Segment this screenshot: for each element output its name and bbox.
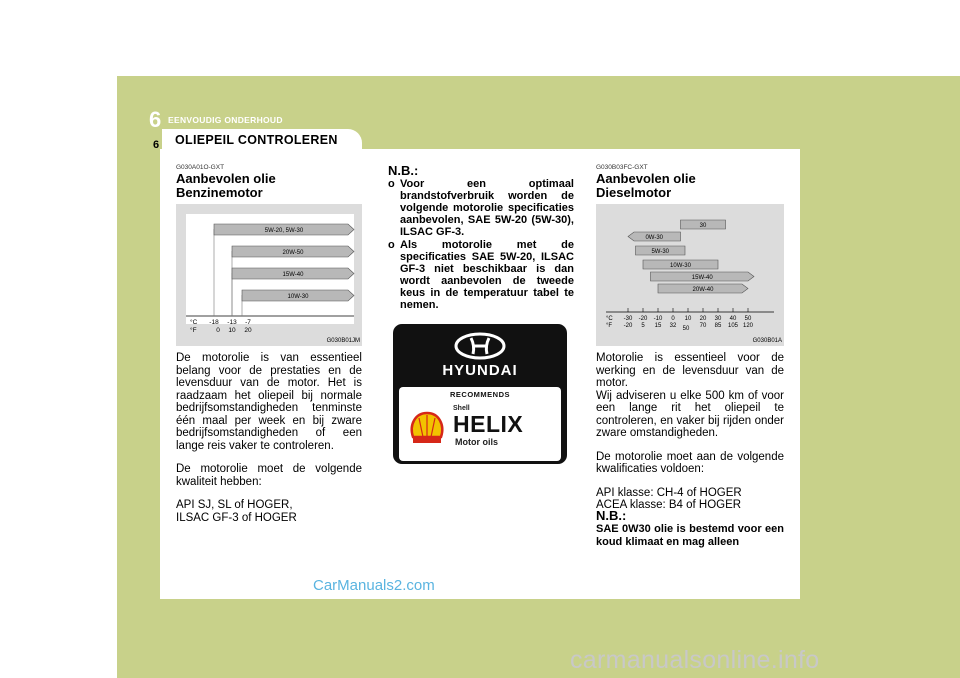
diesel-tick-c-2: -10	[653, 316, 663, 322]
diesel-tick-c-6: 30	[714, 316, 722, 322]
diesel-tick-c-3: 0	[671, 316, 675, 322]
right-nb-text: SAE 0W30 olie is bestemd voor een koud klimaat en mag alleen	[596, 523, 784, 548]
right-code: G030B03FC-GXT	[596, 164, 648, 171]
right-heading	[596, 172, 696, 200]
right-body-text	[596, 352, 784, 523]
diesel-bar-0-label: 30	[699, 223, 707, 229]
diesel-tick-f-5: 70	[699, 323, 707, 329]
diesel-tick-f-7: 105	[727, 323, 739, 329]
diesel-tick-c-5: 20	[699, 316, 707, 322]
chapter-number: 6	[149, 107, 162, 132]
petrol-tick-c-1: -13	[227, 319, 237, 326]
diesel-tick-c-7: 40	[729, 316, 737, 322]
diesel-bar-2-label: 5W-30	[651, 249, 670, 255]
diesel-tick-c-1: -20	[638, 316, 648, 322]
hyundai-shell-logo	[389, 320, 573, 468]
diesel-tick-f-3: 32	[669, 323, 677, 329]
right-para-1: Motorolie is essentieel voor de werking en de levensduur van de motor.	[596, 352, 784, 389]
petrol-bar-3-label: 10W-30	[287, 294, 309, 300]
left-heading-line1: Aanbevolen olie	[176, 171, 276, 186]
middle-nb-title: N.B.:	[388, 163, 419, 178]
left-para-3-line2: ILSAC GF-3 of HOGER	[176, 511, 297, 524]
right-para-3: De motorolie moet aan de volgende kwalificaties voldoen:	[596, 450, 784, 475]
shell-pecten-icon	[407, 409, 447, 449]
diesel-tick-f-4: 50	[682, 326, 690, 332]
left-heading	[176, 172, 276, 200]
diesel-unit-c: °C	[606, 316, 613, 322]
right-heading-line2: Dieselmotor	[596, 185, 672, 200]
petrol-oil-chart	[176, 204, 362, 346]
diesel-chart-svg	[596, 204, 784, 346]
left-para-3	[176, 499, 362, 524]
left-body-text	[176, 352, 362, 535]
right-para-4-line2: ACEA klasse: B4 of HOGER	[596, 499, 742, 511]
diesel-tick-f-0: -20	[623, 323, 633, 329]
diesel-tick-c-4: 10	[684, 316, 692, 322]
petrol-tick-c-2: -7	[245, 319, 251, 326]
logo-frame	[392, 323, 568, 465]
left-heading-line2: Benzinemotor	[176, 185, 263, 200]
left-para-2: De motorolie moet de volgende kwaliteit hebben:	[176, 463, 362, 488]
logo-recommends: RECOMMENDS	[449, 390, 510, 399]
logo-helix-text: HELIX	[453, 411, 524, 437]
petrol-bar-1-label: 20W-50	[282, 250, 304, 256]
petrol-bar-2-label: 15W-40	[282, 272, 304, 278]
nb-item-1	[388, 178, 574, 238]
diesel-tick-f-1: 5	[641, 323, 645, 329]
diesel-unit-f: °F	[606, 323, 613, 329]
chapter-title: EENVOUDIG ONDERHOUD	[168, 115, 283, 125]
section-title: OLIEPEIL CONTROLEREN	[175, 133, 338, 147]
left-figure-code: G030B01JM	[326, 338, 360, 344]
logo-white-panel	[399, 387, 561, 461]
logo-shell-text: Shell	[453, 405, 470, 412]
diesel-bar-4-label: 15W-40	[691, 275, 713, 281]
petrol-unit-c: °C	[190, 319, 198, 326]
left-code: G030A01O-GXT	[176, 164, 225, 171]
right-nb-title: N.B.:	[596, 508, 627, 523]
page-number: 6	[153, 139, 160, 151]
petrol-chart-svg	[176, 204, 362, 346]
logo-brand: HYUNDAI	[442, 362, 518, 379]
right-heading-line1: Aanbevolen olie	[596, 171, 696, 186]
nb-item-2-text: Als motorolie met de specificaties SAE 5W-20, ILSAC GF-3 niet beschikbaar is dan wordt aanbevolen de tweede keus in de temperatuur tabel te nemen.	[400, 239, 574, 311]
nb-item-2	[388, 239, 574, 311]
right-para-2: Wij adviseren u elke 500 km of voor een lange rit het oliepeil te controleren, en vaker bij rijden onder zware omstandigheden.	[596, 389, 784, 439]
petrol-tick-f-1: 10	[228, 327, 236, 334]
logo-motor-oils: Motor oils	[455, 437, 498, 447]
bullet-2: o	[388, 239, 395, 251]
diesel-oil-chart	[596, 204, 784, 346]
petrol-unit-f: °F	[190, 327, 197, 334]
nb-item-1-text: Voor een optimaal brandstofverbruik worden de volgende motorolie specificaties aanbevolen, SAE 5W-20 (5W-30), ILSAC GF-3.	[400, 178, 574, 238]
diesel-tick-f-6: 85	[714, 323, 722, 329]
petrol-tick-c-0: -18	[209, 319, 219, 326]
diesel-tick-c-8: 50	[744, 316, 752, 322]
middle-nb-list	[388, 178, 574, 311]
footer-text[interactable]: carmanualsonline.info	[570, 646, 820, 674]
left-para-3-line1: API SJ, SL of HOGER,	[176, 499, 293, 511]
diesel-tick-c-0: -30	[623, 316, 633, 322]
diesel-tick-f-8: 120	[742, 323, 754, 329]
petrol-bar-0-label: 5W-20, 5W-30	[264, 228, 304, 234]
left-para-1: De motorolie is van essentieel belang voor de prestaties en de levensduur van de motor. Het is raadzaam het oliepeil bij normale bedrijfsomstandigheden tenminste één maal per week en bij zware bedrijfsomstandigheden of een lange reis vaker te controleren.	[176, 352, 362, 452]
diesel-tick-f-2: 15	[654, 323, 662, 329]
petrol-tick-f-0: 0	[216, 327, 220, 334]
diesel-bar-3-label: 10W-30	[670, 263, 691, 269]
petrol-tick-f-2: 20	[244, 327, 252, 334]
right-para-4-line1: API klasse: CH-4 of HOGER	[596, 486, 742, 499]
bullet-1: o	[388, 178, 395, 190]
right-figure-code: G030B01A	[752, 338, 782, 344]
diesel-bar-5-label: 20W-40	[692, 287, 714, 293]
diesel-bar-1-label: 0W-30	[645, 235, 664, 241]
watermark-text[interactable]: CarManuals2.com	[313, 577, 435, 594]
